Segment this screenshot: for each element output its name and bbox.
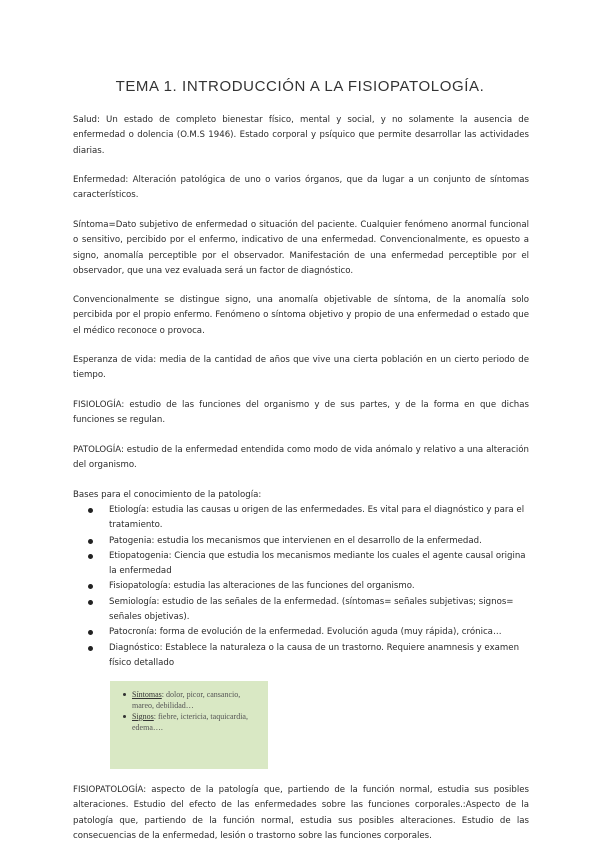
paragraph-esperanza: Esperanza de vida: media de la cantidad de años que vive una cierta población en un cierto periodo de tiempo. [73, 355, 529, 381]
box-item-signos [132, 711, 262, 733]
paragraph-enfermedad: Enfermedad: Alteración patológica de uno o varios órganos, que da lugar a un conjunto de síntomas característicos. [73, 175, 529, 201]
symptoms-signs-box [110, 681, 268, 769]
list-item: Etiología: estudia las causas u origen de las enfermedades. Es vital para el diagnóstico y para el tratamiento. [109, 503, 529, 534]
signos-label: Signos [132, 712, 154, 721]
paragraph-fisiologia: FISIOLOGÍA: estudio de las funciones del organismo y de sus partes, y de la forma en que dichas funciones se regulan. [73, 400, 529, 426]
box-item-sintomas [132, 689, 262, 711]
signos-text: : fiebre, ictericia, taquicardia, edema…. [132, 712, 248, 732]
list-item: Patogenia: estudia los mecanismos que intervienen en el desarrollo de la enfermedad. [109, 534, 529, 549]
sintomas-text: : dolor, picor, cansancio, mareo, debilidad… [132, 690, 241, 710]
paragraph-sintoma: Síntoma=Dato subjetivo de enfermedad o situación del paciente. Cualquier fenómeno anormal funcional o sensitivo, percibido por el enfermo, indicativo de una enfermedad. Convencionalmente, es opuesto a signo, anomalía perceptible por el observador. Manifestación de una enfermedad perceptible por el observador, que una vez evaluada será un factor de diagnóstico. [73, 220, 529, 276]
bases-list [73, 503, 529, 671]
page-title: TEMA 1. INTRODUCCIÓN A LA FISIOPATOLOGÍA. [115, 78, 485, 95]
list-item: Etiopatogenia: Ciencia que estudia los mecanismos mediante los cuales el agente causal origina la enfermedad [109, 549, 529, 580]
sintomas-label: Síntomas [132, 690, 162, 699]
paragraph-salud: Salud: Un estado de completo bienestar físico, mental y social, y no solamente la ausencia de enfermedad o dolencia (O.M.S 1946). Estado corporal y psíquico que permite desarrollar las actividades diarias. [73, 115, 529, 156]
list-item: Patocronía: forma de evolución de la enfermedad. Evolución aguda (muy rápida), crónica… [109, 625, 529, 640]
bases-heading: Bases para el conocimiento de la patología: [73, 490, 262, 500]
list-item: Diagnóstico: Establece la naturaleza o la causa de un trastorno. Requiere anamnesis y examen físico detallado [109, 641, 529, 672]
paragraph-convencional: Convencionalmente se distingue signo, una anomalía objetivable de síntoma, de la anomalía solo percibida por el propio enfermo. Fenómeno o síntoma objetivo y propio de una enfermedad o estado que el médico reconoce o provoca. [73, 295, 529, 336]
paragraph-fisiopatologia: FISIOPATOLOGÍA: aspecto de la patología que, partiendo de la función normal, estudia sus posibles alteraciones. Estudio del efecto de las enfermedades sobre las funciones corporales.:Aspecto de la patología que, partiendo de la función normal, estudia sus posibles alteraciones. Estudio de las consecuencias de la enfermedad, lesión o trastorno sobre las funciones corporales. [73, 785, 529, 841]
list-item: Semiología: estudio de las señales de la enfermedad. (síntomas= señales subjetivas; signos= señales objetivas). [109, 595, 529, 626]
paragraph-patologia: PATOLOGÍA: estudio de la enfermedad entendida como modo de vida anómalo y relativo a una alteración del organismo. [73, 445, 529, 471]
list-item: Fisiopatología: estudia las alteraciones de las funciones del organismo. [109, 579, 529, 594]
